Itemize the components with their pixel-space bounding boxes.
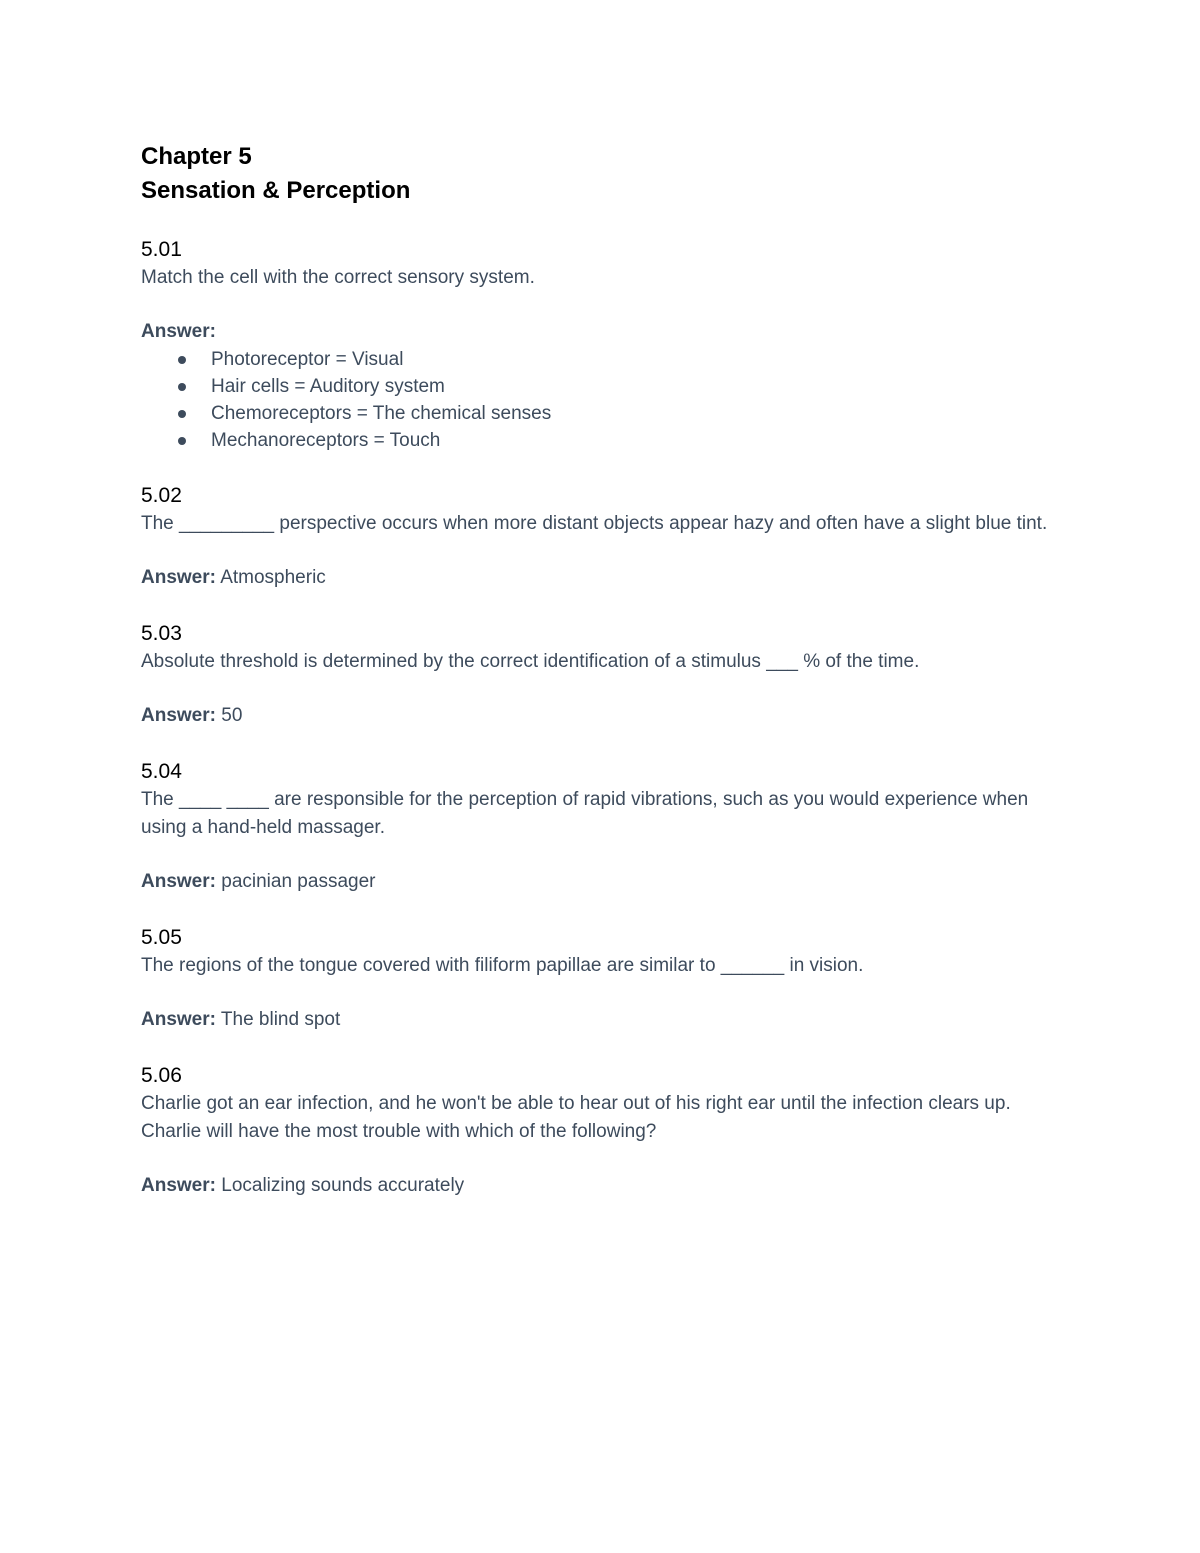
answer-label: Answer: bbox=[141, 1009, 216, 1030]
answer-list bbox=[141, 346, 1056, 454]
question-number: 5.02 bbox=[141, 484, 182, 507]
answer-label: Answer: bbox=[141, 1175, 216, 1196]
answer-value: 50 bbox=[221, 705, 243, 726]
chapter-subtitle: Sensation & Perception bbox=[141, 177, 411, 204]
answer-value: Atmospheric bbox=[220, 567, 326, 588]
answer-label: Answer: bbox=[141, 871, 216, 892]
question-5-03 bbox=[141, 620, 1056, 730]
question-number: 5.05 bbox=[141, 926, 182, 949]
question-text: The regions of the tongue covered with filiform papillae are similar to ______ in vision. bbox=[141, 955, 864, 976]
answer-label: Answer: bbox=[141, 705, 216, 726]
list-item: Mechanoreceptors = Touch bbox=[211, 427, 1056, 454]
answer-value: pacinian passager bbox=[221, 871, 376, 892]
answer-block bbox=[141, 1172, 1056, 1200]
bullet-icon bbox=[178, 410, 186, 418]
list-item: Chemoreceptors = The chemical senses bbox=[211, 400, 1056, 427]
question-text: Charlie got an ear infection, and he won't be able to hear out of his right ear until the infection clears up. Charlie will have the most trouble with which of the following? bbox=[141, 1093, 1011, 1142]
question-number: 5.06 bbox=[141, 1064, 182, 1087]
chapter-heading: Chapter 5 bbox=[141, 143, 252, 170]
question-5-04 bbox=[141, 758, 1056, 896]
list-item: Photoreceptor = Visual bbox=[211, 346, 1056, 373]
bullet-icon bbox=[178, 356, 186, 364]
question-5-02 bbox=[141, 482, 1056, 592]
answer-block bbox=[141, 318, 1056, 346]
answer-block bbox=[141, 1006, 1056, 1034]
question-text: The ____ ____ are responsible for the perception of rapid vibrations, such as you would experience when using a hand-held massager. bbox=[141, 789, 1029, 838]
question-number: 5.03 bbox=[141, 622, 182, 645]
answer-label: Answer: bbox=[141, 321, 216, 342]
question-5-01 bbox=[141, 236, 1056, 454]
answer-value: Localizing sounds accurately bbox=[221, 1175, 465, 1196]
answer-block bbox=[141, 702, 1056, 730]
question-text: The _________ perspective occurs when more distant objects appear hazy and often have a slight blue tint. bbox=[141, 513, 1048, 534]
question-text: Absolute threshold is determined by the correct identification of a stimulus ___ % of the time. bbox=[141, 651, 920, 672]
question-number: 5.01 bbox=[141, 238, 182, 261]
answer-label: Answer: bbox=[141, 567, 216, 588]
question-5-05 bbox=[141, 924, 1056, 1034]
list-item: Hair cells = Auditory system bbox=[211, 373, 1056, 400]
answer-block bbox=[141, 868, 1056, 896]
document-page bbox=[141, 140, 1056, 1200]
bullet-icon bbox=[178, 383, 186, 391]
answer-value: The blind spot bbox=[220, 1009, 341, 1030]
question-text: Match the cell with the correct sensory system. bbox=[141, 267, 535, 288]
question-number: 5.04 bbox=[141, 760, 182, 783]
question-5-06 bbox=[141, 1062, 1056, 1200]
answer-block bbox=[141, 564, 1056, 592]
bullet-icon bbox=[178, 437, 186, 445]
